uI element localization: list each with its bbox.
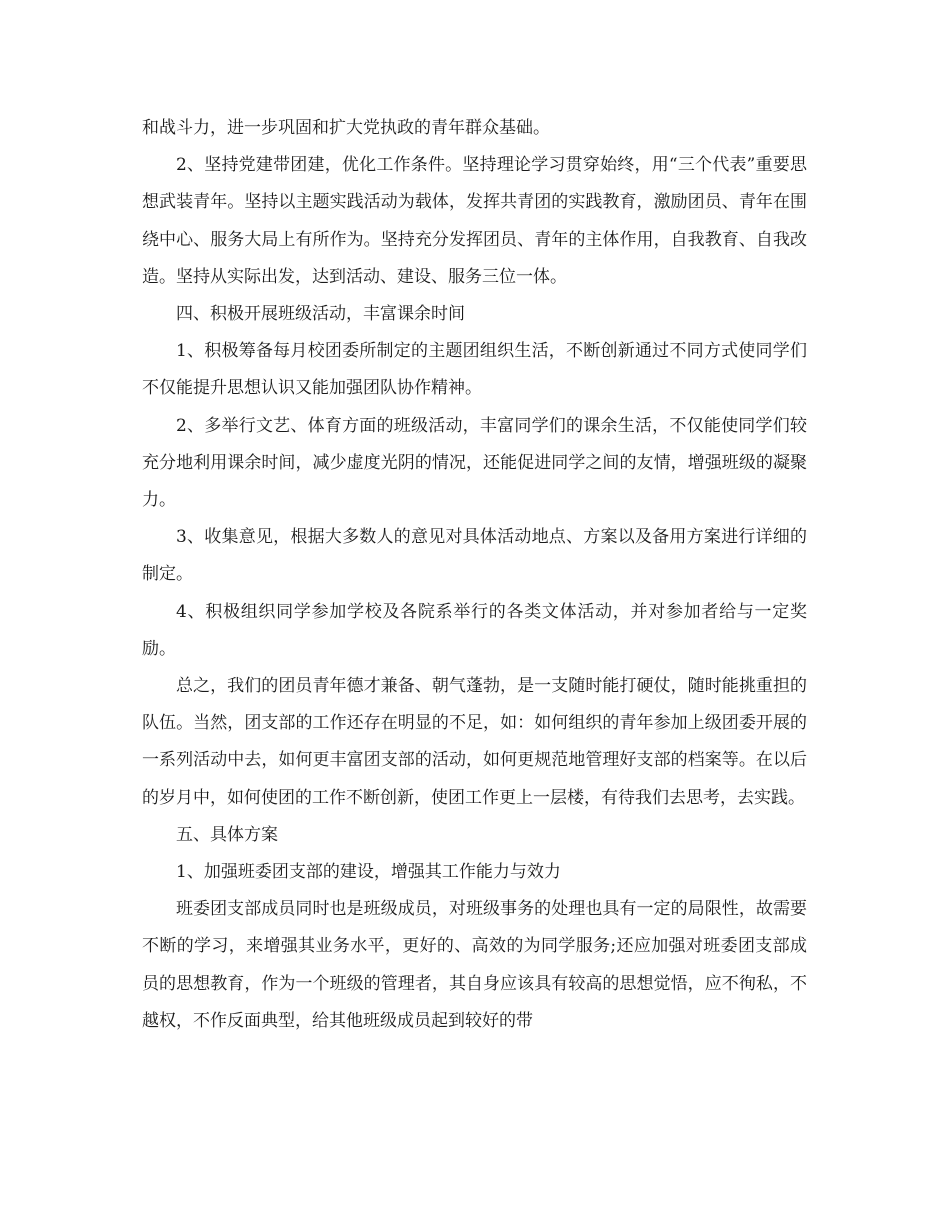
section-heading: 四、积极开展班级活动，丰富课余时间 xyxy=(176,304,465,325)
paragraph: 班委团支部成员同时也是班级成员，对班级事务的处理也具有一定的局限性，故需要不断的学习，来增强其业务水平，更好的、高效的为同学服务;还应加强对班委团支部成员的思想教育，作为一个班级的管理者，其自身应该具有较高的思想觉悟，应不徇私，不越权，不作反面典型，给其他班级成员起到较好的带 xyxy=(142,899,807,1031)
document-body xyxy=(142,110,807,1040)
paragraph: 1、积极筹备每月校团委所制定的主题团组织生活，不断创新通过不同方式使同学们不仅能提升思想认识又能加强团队协作精神。 xyxy=(142,341,807,399)
paragraph: 总之，我们的团员青年德才兼备、朝气蓬勃，是一支随时能打硬仗，随时能挑重担的队伍。当然，团支部的工作还存在明显的不足，如：如何组织的青年参加上级团委开展的一系列活动中去，如何更丰富团支部的活动，如何更规范地管理好支部的档案等。在以后的岁月中，如何使团的工作不断创新，使团工作更上一层楼，有待我们去思考，去实践。 xyxy=(142,676,807,808)
paragraph: 3、收集意见，根据大多数人的意见对具体活动地点、方案以及备用方案进行详细的制定。 xyxy=(142,527,807,585)
paragraph: 4、积极组织同学参加学校及各院系举行的各类文体活动，并对参加者给与一定奖励。 xyxy=(142,601,807,659)
subsection-heading: 1、加强班委团支部的建设，增强其工作能力与效力 xyxy=(176,862,561,883)
paragraph: 和战斗力，进一步巩固和扩大党执政的青年群众基础。 xyxy=(142,118,550,138)
paragraph: 2、多举行文艺、体育方面的班级活动，丰富同学们的课余生活，不仅能使同学们较充分地利用课余时间，减少虚度光阴的情况，还能促进同学之间的友情，增强班级的凝聚力。 xyxy=(142,415,807,511)
section-heading: 五、具体方案 xyxy=(176,824,278,845)
paragraph: 2、坚持党建带团建，优化工作条件。坚持理论学习贯穿始终，用“三个代表”重要思想武装青年。坚持以主题实践活动为载体，发挥共青团的实践教育，激励团员、青年在围绕中心、服务大局上有所作为。坚持充分发挥团员、青年的主体作用，自我教育、自我改造。坚持从实际出发，达到活动、建设、服务三位一体。 xyxy=(142,155,807,287)
